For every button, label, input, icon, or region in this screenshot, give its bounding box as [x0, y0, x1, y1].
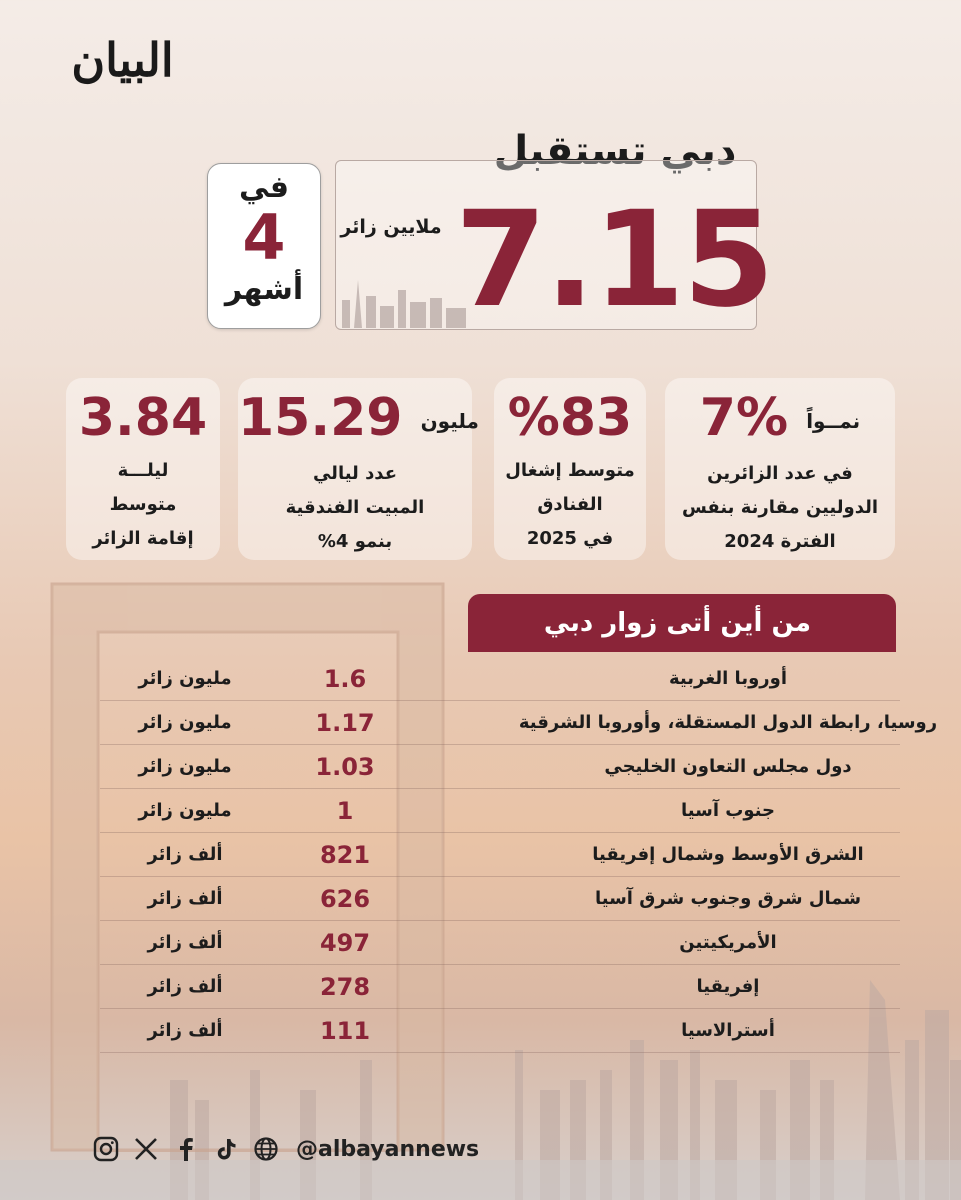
visitor-count: 497 — [319, 929, 371, 957]
table-row — [100, 789, 900, 833]
visitor-unit: ألف زائر — [147, 1020, 223, 1041]
table-row — [100, 657, 900, 701]
visitor-unit: مليون زائر — [138, 756, 232, 777]
stat-line: متوسط إشغال — [505, 460, 635, 481]
period-number: 4 — [242, 201, 286, 274]
visitor-unit: ألف زائر — [147, 888, 223, 909]
stat-line: إقامة الزائر — [92, 528, 194, 549]
origins-title: من أين أتى زوار دبي — [468, 594, 896, 652]
table-row — [100, 833, 900, 877]
table-row — [100, 745, 900, 789]
visitor-count: 821 — [319, 841, 371, 869]
stat-value: مليون 15.29 — [238, 388, 479, 448]
visitor-unit: ألف زائر — [147, 932, 223, 953]
stat-line: الفترة 2024 — [724, 531, 836, 552]
region-name: الشرق الأوسط وشمال إفريقيا — [592, 844, 864, 865]
headline: دبي تستقبل — [493, 128, 737, 174]
mini-skyline-icon — [340, 270, 470, 328]
region-name: أسترالاسيا — [681, 1020, 775, 1041]
stat-card-avg-stay — [66, 378, 220, 560]
region-name: الأمريكيتين — [679, 932, 777, 953]
region-name: أوروبا الغربية — [668, 668, 787, 689]
origins-table — [100, 657, 938, 1053]
globe-icon[interactable] — [252, 1135, 280, 1163]
tiktok-icon[interactable] — [212, 1135, 240, 1163]
main-stat-unit: ملايين زائر — [340, 216, 442, 238]
region-name: روسيا، رابطة الدول المستقلة، وأوروبا الشرقية — [518, 712, 938, 733]
stat-line: متوسط — [109, 494, 177, 515]
social-bar — [92, 1132, 479, 1166]
visitor-unit: مليون زائر — [138, 668, 232, 689]
visitor-unit: مليون زائر — [138, 712, 232, 733]
visitor-unit: مليون زائر — [138, 800, 232, 821]
visitor-count: 1.17 — [315, 709, 375, 737]
region-name: دول مجلس التعاون الخليجي — [604, 756, 852, 777]
stat-line: بنمو 4% — [317, 531, 393, 552]
table-row — [100, 877, 900, 921]
facebook-icon[interactable] — [172, 1135, 200, 1163]
stat-line: الفنادق — [537, 494, 603, 515]
stat-value: %83 — [507, 388, 633, 448]
region-name: جنوب آسيا — [681, 800, 775, 821]
stat-card-growth — [665, 378, 895, 560]
visitor-unit: ألف زائر — [147, 976, 223, 997]
visitor-count: 1 — [336, 797, 354, 825]
table-row — [100, 965, 900, 1009]
region-name: شمال شرق وجنوب شرق آسيا — [594, 888, 862, 909]
visitor-count: 1.6 — [323, 665, 367, 693]
table-row — [100, 921, 900, 965]
visitor-count: 111 — [319, 1017, 371, 1045]
visitor-count: 626 — [319, 885, 371, 913]
stat-line: الدوليين مقارنة بنفس — [681, 497, 879, 518]
visitor-count: 278 — [319, 973, 371, 1001]
social-handle[interactable]: @albayannews — [296, 1136, 480, 1162]
stat-line: ليلـــة — [117, 460, 169, 481]
stat-line: عدد ليالي — [312, 463, 398, 484]
stat-card-hotel-nights — [238, 378, 479, 560]
period-suffix: أشهر — [224, 272, 304, 307]
stat-line: في 2025 — [526, 528, 614, 549]
visitor-count: 1.03 — [315, 753, 375, 781]
period-box — [207, 163, 321, 329]
instagram-icon[interactable] — [92, 1135, 120, 1163]
stat-line: في عدد الزائرين — [707, 463, 853, 484]
main-stat-value: 7.15 — [455, 183, 773, 337]
stat-value: 3.84 — [78, 388, 208, 448]
stat-line: المبيت الفندقية — [285, 497, 425, 518]
region-name: إفريقيا — [696, 976, 760, 997]
stat-card-occupancy — [494, 378, 646, 560]
table-row — [100, 1009, 900, 1053]
period-prefix: في — [239, 170, 289, 205]
x-icon[interactable] — [132, 1135, 160, 1163]
stat-value: نمــواً %7 — [699, 388, 861, 448]
visitor-unit: ألف زائر — [147, 844, 223, 865]
albayan-logo: البيان — [71, 33, 174, 87]
table-row — [100, 701, 938, 745]
